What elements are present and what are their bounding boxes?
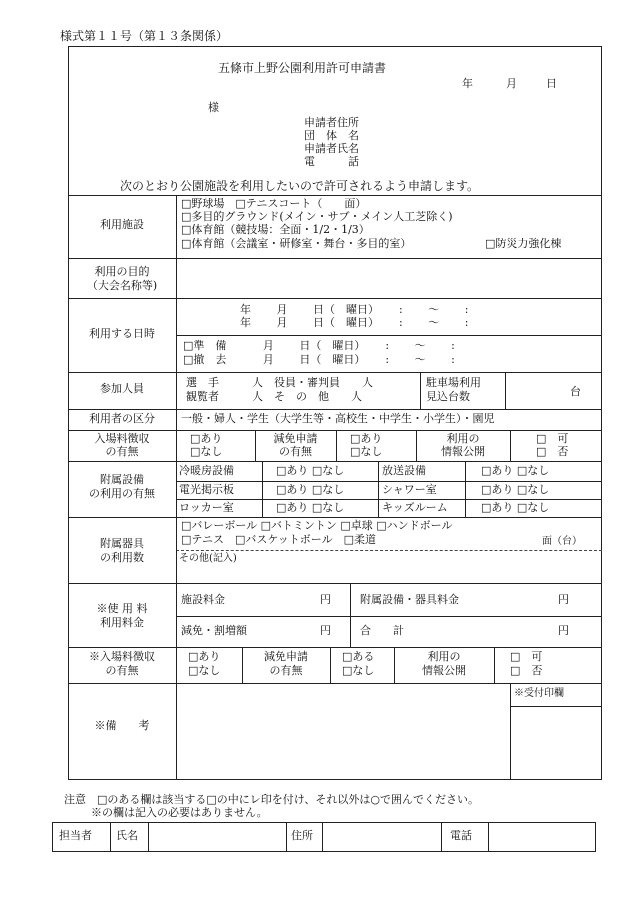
yen-unit: 円 bbox=[320, 593, 331, 606]
equipment-choice[interactable]: □あり □なし bbox=[481, 501, 550, 514]
parking-unit: 台 bbox=[570, 385, 581, 398]
fee2-deny[interactable]: □ 否 bbox=[510, 664, 543, 677]
equipment-label-1: 附属設備 bbox=[100, 473, 144, 486]
fee2-label-2: の有無 bbox=[105, 664, 139, 677]
equipment-item: 電光掲示板 bbox=[179, 483, 234, 496]
equipment-choice[interactable]: □あり □なし bbox=[276, 483, 345, 496]
applicant-group-label: 団 体 名 bbox=[304, 129, 359, 142]
remarks-label: ※備 考 bbox=[94, 719, 150, 732]
label-column-divider bbox=[176, 195, 177, 780]
datetime-clean[interactable]: □撤 去 月 日（ 曜日） : 〜 : bbox=[183, 353, 455, 366]
col-divider bbox=[378, 461, 379, 517]
row-divider bbox=[68, 647, 602, 648]
row-divider bbox=[68, 583, 602, 584]
staff-name-label: 氏名 bbox=[116, 829, 138, 842]
col-divider bbox=[494, 647, 495, 683]
charges-label-2: 利用料金 bbox=[100, 616, 144, 629]
equipment-choice[interactable]: □あり □なし bbox=[481, 464, 550, 477]
equipment-choice[interactable]: □あり □なし bbox=[276, 501, 345, 514]
applicant-address-label: 申請者住所 bbox=[304, 116, 359, 129]
stamp-divider bbox=[510, 706, 602, 707]
yen-unit: 円 bbox=[558, 624, 569, 637]
tools-line-1[interactable]: □バレーボール □バトミントン □卓球 □ハンドボール bbox=[181, 519, 453, 532]
fee2-exempt-2: の有無 bbox=[269, 664, 303, 677]
col-divider bbox=[286, 822, 287, 852]
facility-line-1[interactable]: □野球場 □テニスコート（ 面） bbox=[181, 197, 367, 210]
col-divider bbox=[465, 461, 466, 517]
equipment-item: 冷暖房設備 bbox=[179, 464, 234, 477]
applicant-phone-label: 電 話 bbox=[304, 155, 359, 168]
staff-phone-label: 電話 bbox=[450, 829, 472, 842]
stamp-label: ※受付印欄 bbox=[514, 688, 564, 699]
note-line-1: 注意 □のある欄は該当する□の中にレ印を付け、それ以外は○で囲んでください。 bbox=[64, 793, 479, 806]
row-divider bbox=[68, 517, 602, 518]
col-divider bbox=[336, 430, 337, 461]
fee-label-1: 入場料徴収 bbox=[94, 432, 150, 445]
intro-text: 次のとおり公園施設を利用したいので許可されるよう申請します。 bbox=[120, 179, 480, 193]
fee2-allow[interactable]: □ 可 bbox=[510, 650, 543, 663]
fee2-label-1: ※入場料徴収 bbox=[89, 650, 155, 663]
participants-line-1[interactable]: 選 手 人 役員・審判員 人 bbox=[186, 376, 373, 389]
datetime-row-2[interactable]: 年 月 日（ 曜日） : 〜 : bbox=[240, 316, 469, 329]
stamp-divider bbox=[510, 683, 511, 780]
form-number: 様式第１１号（第１３条関係） bbox=[60, 29, 229, 43]
participants-label: 参加人員 bbox=[100, 382, 144, 395]
col-divider bbox=[350, 583, 351, 647]
purpose-label-2: （大会名称等) bbox=[86, 279, 158, 292]
facility-label: 利用施設 bbox=[100, 218, 144, 231]
fee2-ex-no[interactable]: □なし bbox=[342, 664, 375, 677]
fee-info-2: 情報公開 bbox=[441, 445, 485, 458]
facility-line-2[interactable]: □多目的グラウンド(メイン・サブ・メイン人工芝除く) bbox=[181, 210, 453, 223]
tools-line-2[interactable]: □テニス □バスケットボール □柔道 bbox=[181, 533, 376, 546]
category-label: 利用者の区分 bbox=[89, 412, 155, 425]
facility-line-3[interactable]: □体育館（競技場：全面・1/2・1/3） bbox=[181, 223, 370, 236]
tools-label-1: 附属器具 bbox=[100, 537, 144, 550]
fee-no[interactable]: □なし bbox=[190, 445, 223, 458]
category-value[interactable]: 一般・婦人・学生（大学生等・高校生・中学生・小学生）・園児 bbox=[181, 412, 495, 425]
equipment-choice[interactable]: □あり □なし bbox=[481, 483, 550, 496]
col-divider bbox=[420, 372, 421, 409]
form-title: 五條市上野公園利用許可申請書 bbox=[218, 61, 387, 75]
col-divider bbox=[330, 647, 331, 683]
col-divider bbox=[510, 430, 511, 461]
applicant-name-label: 申請者氏名 bbox=[304, 142, 359, 155]
parking-label-1: 駐車場利用 bbox=[426, 376, 481, 389]
col-divider bbox=[441, 822, 442, 852]
datetime-row-1[interactable]: 年 月 日（ 曜日） : 〜 : bbox=[240, 303, 469, 316]
tools-unit: 面（台） bbox=[542, 536, 582, 547]
row-divider bbox=[68, 461, 602, 462]
fee-ex-no[interactable]: □なし bbox=[350, 445, 383, 458]
facility-line-4[interactable]: □体育館（会議室・研修室・舞台・多目的室） bbox=[181, 237, 412, 250]
equipment-item: キッズルーム bbox=[382, 501, 448, 514]
charges-label-1: ※使 用 料 bbox=[96, 602, 148, 615]
participants-line-2[interactable]: 観覧者 人 そ の 他 人 bbox=[186, 390, 362, 403]
date-year: 年 bbox=[462, 77, 473, 90]
yen-unit: 円 bbox=[320, 624, 331, 637]
fee-info-1: 利用の bbox=[446, 432, 480, 445]
note-line-2: ※の欄は記入の必要はありません。 bbox=[91, 806, 268, 819]
facility-line-4b[interactable]: □防災力強化棟 bbox=[485, 237, 562, 250]
fee-exempt-2: の有無 bbox=[279, 445, 312, 458]
date-month: 月 bbox=[506, 77, 517, 90]
row-divider bbox=[68, 409, 602, 410]
datetime-label: 利用する日時 bbox=[89, 327, 155, 340]
yen-unit: 円 bbox=[558, 593, 569, 606]
fee2-ex-yes[interactable]: □ある bbox=[342, 650, 375, 663]
col-divider bbox=[148, 822, 149, 852]
addressee: 様 bbox=[208, 101, 219, 114]
row-divider bbox=[176, 481, 602, 482]
fee-yes[interactable]: □あり bbox=[190, 432, 223, 445]
purpose-label-1: 利用の目的 bbox=[94, 265, 150, 278]
fee-deny[interactable]: □ 否 bbox=[536, 445, 569, 458]
row-divider bbox=[68, 195, 602, 196]
col-divider bbox=[262, 461, 263, 517]
staff-person-label: 担当者 bbox=[59, 829, 92, 842]
parking-label-2: 見込台数 bbox=[426, 390, 470, 403]
row-divider bbox=[68, 258, 602, 259]
equip-fee-label: 附属設備・器具料金 bbox=[360, 593, 459, 606]
fee2-info-1: 利用の bbox=[427, 650, 461, 663]
equipment-item: シャワー室 bbox=[382, 483, 437, 496]
tools-other[interactable]: その他(記入) bbox=[179, 553, 237, 564]
col-divider bbox=[488, 822, 489, 852]
date-day: 日 bbox=[546, 77, 557, 90]
row-divider bbox=[68, 430, 602, 431]
total-label: 合 計 bbox=[360, 624, 404, 637]
fee2-exempt-1: 減免申請 bbox=[264, 650, 308, 663]
fee-exempt-1: 減免申請 bbox=[273, 432, 318, 445]
row-divider bbox=[176, 616, 602, 617]
fee-label-2: の有無 bbox=[105, 445, 139, 458]
fee-ex-yes[interactable]: □あり bbox=[350, 432, 383, 445]
row-divider bbox=[68, 683, 602, 684]
col-divider bbox=[110, 822, 111, 852]
fee2-no[interactable]: □なし bbox=[188, 664, 221, 677]
fee2-yes[interactable]: □あり bbox=[188, 650, 221, 663]
tools-label-2: の利用数 bbox=[100, 551, 144, 564]
discount-label: 減免・割増額 bbox=[181, 624, 247, 637]
row-divider bbox=[68, 372, 602, 373]
datetime-prep[interactable]: □準 備 月 日（ 曜日） : 〜 : bbox=[183, 339, 455, 352]
equipment-item: ロッカー室 bbox=[179, 501, 234, 514]
dashed-divider bbox=[176, 550, 602, 551]
equipment-item: 放送設備 bbox=[382, 464, 426, 477]
col-divider bbox=[322, 822, 323, 852]
row-divider bbox=[176, 499, 602, 500]
equipment-label-2: の利用の有無 bbox=[89, 487, 155, 500]
equipment-choice[interactable]: □あり □なし bbox=[276, 464, 345, 477]
facility-fee-label: 施設料金 bbox=[181, 593, 225, 606]
row-divider bbox=[68, 298, 602, 299]
col-divider bbox=[505, 372, 506, 409]
row-divider bbox=[176, 335, 602, 336]
fee-allow[interactable]: □ 可 bbox=[536, 432, 569, 445]
staff-address-label: 住所 bbox=[291, 829, 313, 842]
fee2-info-2: 情報公開 bbox=[422, 664, 466, 677]
